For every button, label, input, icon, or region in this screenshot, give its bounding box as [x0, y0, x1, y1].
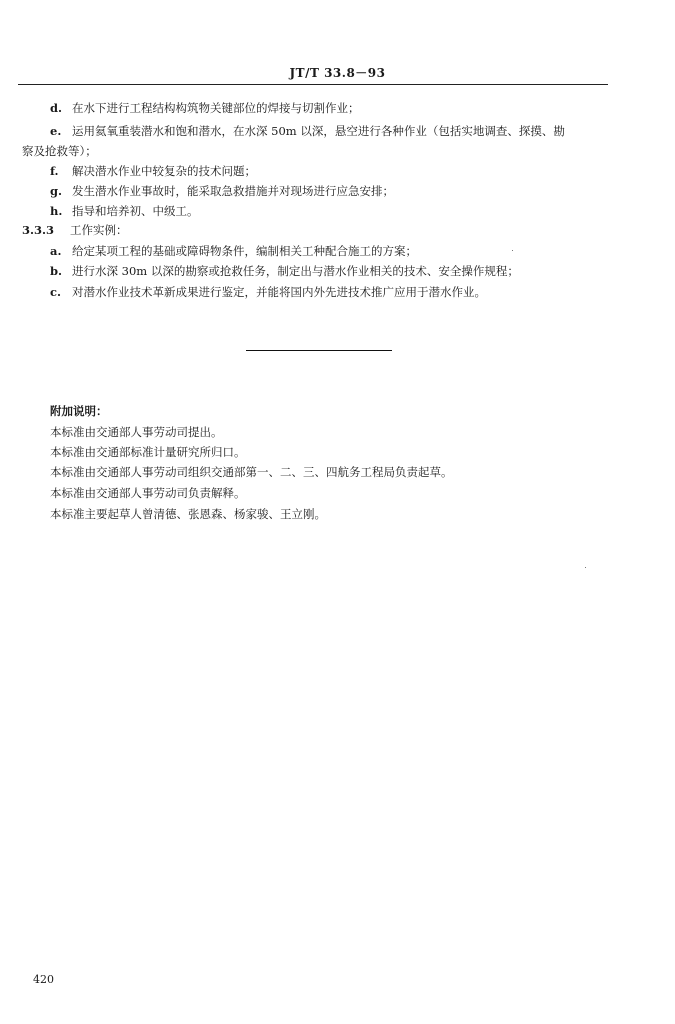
- notes-title: 附加说明：: [50, 404, 108, 418]
- note-line: 本标准由交通部标准计量研究所归口。: [50, 445, 246, 459]
- item-text: 运用氦氧重装潜水和饱和潜水，在水深 50m 以深，悬空进行各种作业（包括实地调查、探摸、勘: [72, 124, 565, 138]
- item-text: 察及抢救等）；: [22, 144, 97, 158]
- note-line: 本标准由交通部人事劳动司提出。: [50, 425, 223, 439]
- list-item-e-continued: [22, 143, 97, 159]
- item-label: f.: [50, 164, 59, 178]
- scan-speck: [512, 250, 513, 251]
- item-label: h.: [50, 204, 63, 218]
- note-line: 本标准主要起草人曾清德、张恩森、杨家骏、王立刚。: [50, 507, 326, 521]
- running-header: JT/T 33.8－93: [289, 66, 386, 80]
- item-label: a.: [50, 244, 62, 258]
- item-text: 指导和培养初、中级工。: [72, 204, 199, 218]
- item-text: 给定某项工程的基础或障碍物条件，编制相关工种配合施工的方案；: [72, 244, 417, 258]
- list-item-f: [50, 163, 256, 179]
- note-line: 本标准由交通部人事劳动司组织交通部第一、二、三、四航务工程局负责起草。: [50, 465, 453, 479]
- header-rule: [18, 84, 608, 85]
- list-item-e: [50, 123, 565, 139]
- item-text: 对潜水作业技术革新成果进行鉴定，并能将国内外先进技术推广应用于潜水作业。: [72, 285, 486, 299]
- section-divider: [246, 350, 392, 351]
- section-heading: [22, 222, 128, 238]
- item-text: 在水下进行工程结构构筑物关键部位的焊接与切割作业；: [72, 101, 360, 115]
- list-item-d: [50, 100, 360, 116]
- item-text: 发生潜水作业事故时，能采取急救措施并对现场进行应急安排；: [72, 184, 394, 198]
- item-text: 进行水深 30m 以深的勘察或抢救任务，制定出与潜水作业相关的技术、安全操作规程；: [72, 264, 519, 278]
- item-label: c.: [50, 285, 62, 299]
- item-label: d.: [50, 101, 63, 115]
- list-item-h: [50, 203, 199, 219]
- item-text: 解决潜水作业中较复杂的技术问题；: [72, 164, 256, 178]
- list-item-c: [50, 284, 486, 300]
- item-label: e.: [50, 124, 62, 138]
- item-label: g.: [50, 184, 63, 198]
- item-label: b.: [50, 264, 63, 278]
- note-line: 本标准由交通部人事劳动司负责解释。: [50, 486, 246, 500]
- scan-speck: [585, 567, 586, 568]
- list-item-g: [50, 183, 394, 199]
- list-item-b: [50, 263, 519, 279]
- section-title: 工作实例：: [70, 223, 128, 237]
- page-number: 420: [33, 973, 54, 986]
- section-number: 3.3.3: [22, 223, 55, 237]
- list-item-a: [50, 243, 417, 259]
